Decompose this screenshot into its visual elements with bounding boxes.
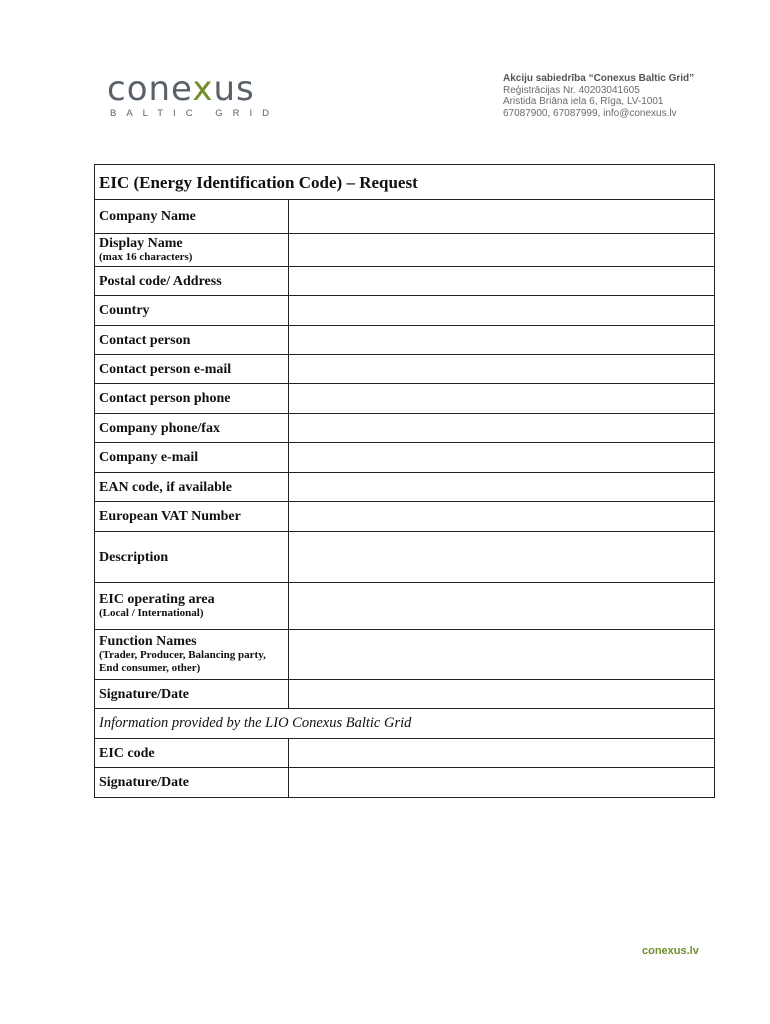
field-label: Signature/Date [95, 680, 289, 709]
field-hint: (Trader, Producer, Balancing party, End consumer, other) [99, 649, 266, 674]
form-row-postal-address [95, 267, 715, 296]
field-label: EAN code, if available [95, 473, 289, 502]
form-row-contact-phone [95, 384, 715, 414]
country-field[interactable] [289, 296, 715, 326]
form-title: EIC (Energy Identification Code) – Request [95, 165, 715, 200]
form-row-operating-area [95, 583, 715, 630]
field-label: Company Name [95, 200, 289, 234]
field-label: Description [95, 532, 289, 583]
contact-phone-field[interactable] [289, 384, 715, 414]
company-email-field[interactable] [289, 443, 715, 473]
field-label: Company phone/fax [95, 414, 289, 443]
field-label: Contact person phone [95, 384, 289, 414]
operating-area-field[interactable] [289, 583, 715, 630]
field-label: European VAT Number [95, 502, 289, 532]
form-row-country [95, 296, 715, 326]
contact-person-field[interactable] [289, 326, 715, 355]
field-label: Company e-mail [95, 443, 289, 473]
form-row-lio-signature-date [95, 768, 715, 798]
display-name-field[interactable] [289, 234, 715, 267]
function-names-field[interactable] [289, 630, 715, 680]
website-link[interactable]: conexus.lv [642, 945, 699, 957]
field-label: EIC operating area (Local / International) [95, 583, 289, 630]
lio-signature-date-field[interactable] [289, 768, 715, 798]
form-row-eic-code [95, 739, 715, 768]
company-address: Aristida Briāna iela 6, Rīga, LV-1001 [503, 96, 664, 107]
form-title-row [95, 165, 715, 200]
eic-request-form [94, 164, 715, 798]
lio-note-row [95, 709, 715, 739]
field-label: Contact person [95, 326, 289, 355]
ean-code-field[interactable] [289, 473, 715, 502]
logo-wordmark: conexus [107, 69, 255, 109]
field-label: Postal code/ Address [95, 267, 289, 296]
form-row-contact-person [95, 326, 715, 355]
field-label: EIC code [95, 739, 289, 768]
conexus-logo [107, 69, 282, 122]
logo-subtitle: BALTIC GRID [110, 108, 279, 119]
contact-email-field[interactable] [289, 355, 715, 384]
form-row-ean-code [95, 473, 715, 502]
company-phone-field[interactable] [289, 414, 715, 443]
form-row-signature-date [95, 680, 715, 709]
field-hint: (max 16 characters) [99, 251, 193, 263]
logo-x-mark: x [192, 69, 214, 109]
field-label: Contact person e-mail [95, 355, 289, 384]
form-row-company-phone [95, 414, 715, 443]
company-name-field[interactable] [289, 200, 715, 234]
form-row-contact-email [95, 355, 715, 384]
field-label: Display Name (max 16 characters) [95, 234, 289, 267]
form-row-company-email [95, 443, 715, 473]
description-field[interactable] [289, 532, 715, 583]
form-row-display-name [95, 234, 715, 267]
form-row-company-name [95, 200, 715, 234]
field-hint: (Local / International) [99, 607, 204, 619]
company-legal-name: Akciju sabiedrība “Conexus Baltic Grid” [503, 73, 695, 84]
field-label: Function Names (Trader, Producer, Balancing party, End consumer, other) [95, 630, 289, 680]
registration-number: Reģistrācijas Nr. 40203041605 [503, 84, 640, 96]
eic-code-field[interactable] [289, 739, 715, 768]
form-row-vat-number [95, 502, 715, 532]
field-label: Signature/Date [95, 768, 289, 798]
form-row-description [95, 532, 715, 583]
company-contacts: 67087900, 67087999, info@conexus.lv [503, 107, 677, 119]
form-row-function-names [95, 630, 715, 680]
lio-note: Information provided by the LIO Conexus Baltic Grid [95, 709, 715, 739]
field-label: Country [95, 296, 289, 326]
postal-address-field[interactable] [289, 267, 715, 296]
company-info [503, 73, 753, 119]
signature-date-field[interactable] [289, 680, 715, 709]
vat-number-field[interactable] [289, 502, 715, 532]
